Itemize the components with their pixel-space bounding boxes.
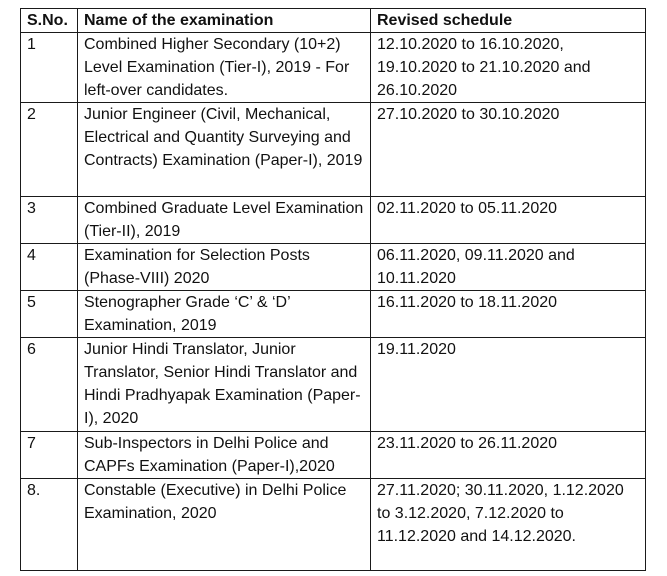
- table-row: [21, 291, 646, 338]
- cell-sno: 4: [21, 244, 78, 291]
- table-header-row: [21, 9, 646, 33]
- cell-sno: 6: [21, 338, 78, 432]
- cell-exam-name: Constable (Executive) in Delhi Police Examination, 2020: [78, 479, 371, 571]
- cell-sno: 8.: [21, 479, 78, 571]
- cell-exam-name: Junior Hindi Translator, Junior Translator, Senior Hindi Translator and Hindi Pradhyapak Examination (Paper-I), 2020: [78, 338, 371, 432]
- cell-sno: 5: [21, 291, 78, 338]
- table-row: [21, 103, 646, 197]
- cell-exam-name: Examination for Selection Posts (Phase-VIII) 2020: [78, 244, 371, 291]
- cell-schedule: 27.10.2020 to 30.10.2020: [371, 103, 646, 197]
- cell-schedule: 02.11.2020 to 05.11.2020: [371, 197, 646, 244]
- header-sno: S.No.: [21, 9, 78, 33]
- cell-sno: 3: [21, 197, 78, 244]
- cell-exam-name: Combined Higher Secondary (10+2) Level Examination (Tier-I), 2019 - For left-over candidates.: [78, 33, 371, 103]
- header-revised-schedule: Revised schedule: [371, 9, 646, 33]
- cell-exam-name: Junior Engineer (Civil, Mechanical, Electrical and Quantity Surveying and Contracts) Examination (Paper-I), 2019: [78, 103, 371, 197]
- table-row: [21, 197, 646, 244]
- cell-schedule: 23.11.2020 to 26.11.2020: [371, 432, 646, 479]
- table-row: [21, 432, 646, 479]
- cell-sno: 2: [21, 103, 78, 197]
- cell-schedule: 19.11.2020: [371, 338, 646, 432]
- header-exam-name: Name of the examination: [78, 9, 371, 33]
- cell-schedule: 12.10.2020 to 16.10.2020, 19.10.2020 to 21.10.2020 and 26.10.2020: [371, 33, 646, 103]
- exam-schedule-table: [20, 8, 646, 571]
- cell-sno: 1: [21, 33, 78, 103]
- cell-exam-name: Stenographer Grade ‘C’ & ‘D’ Examination, 2019: [78, 291, 371, 338]
- cell-schedule: 06.11.2020, 09.11.2020 and 10.11.2020: [371, 244, 646, 291]
- table-row: [21, 479, 646, 571]
- table-row: [21, 244, 646, 291]
- cell-schedule: 27.11.2020; 30.11.2020, 1.12.2020 to 3.12.2020, 7.12.2020 to 11.12.2020 and 14.12.2020.: [371, 479, 646, 571]
- cell-exam-name: Combined Graduate Level Examination (Tier-II), 2019: [78, 197, 371, 244]
- table-row: [21, 338, 646, 432]
- table-row: [21, 33, 646, 103]
- cell-sno: 7: [21, 432, 78, 479]
- cell-exam-name: Sub-Inspectors in Delhi Police and CAPFs Examination (Paper-I),2020: [78, 432, 371, 479]
- cell-schedule: 16.11.2020 to 18.11.2020: [371, 291, 646, 338]
